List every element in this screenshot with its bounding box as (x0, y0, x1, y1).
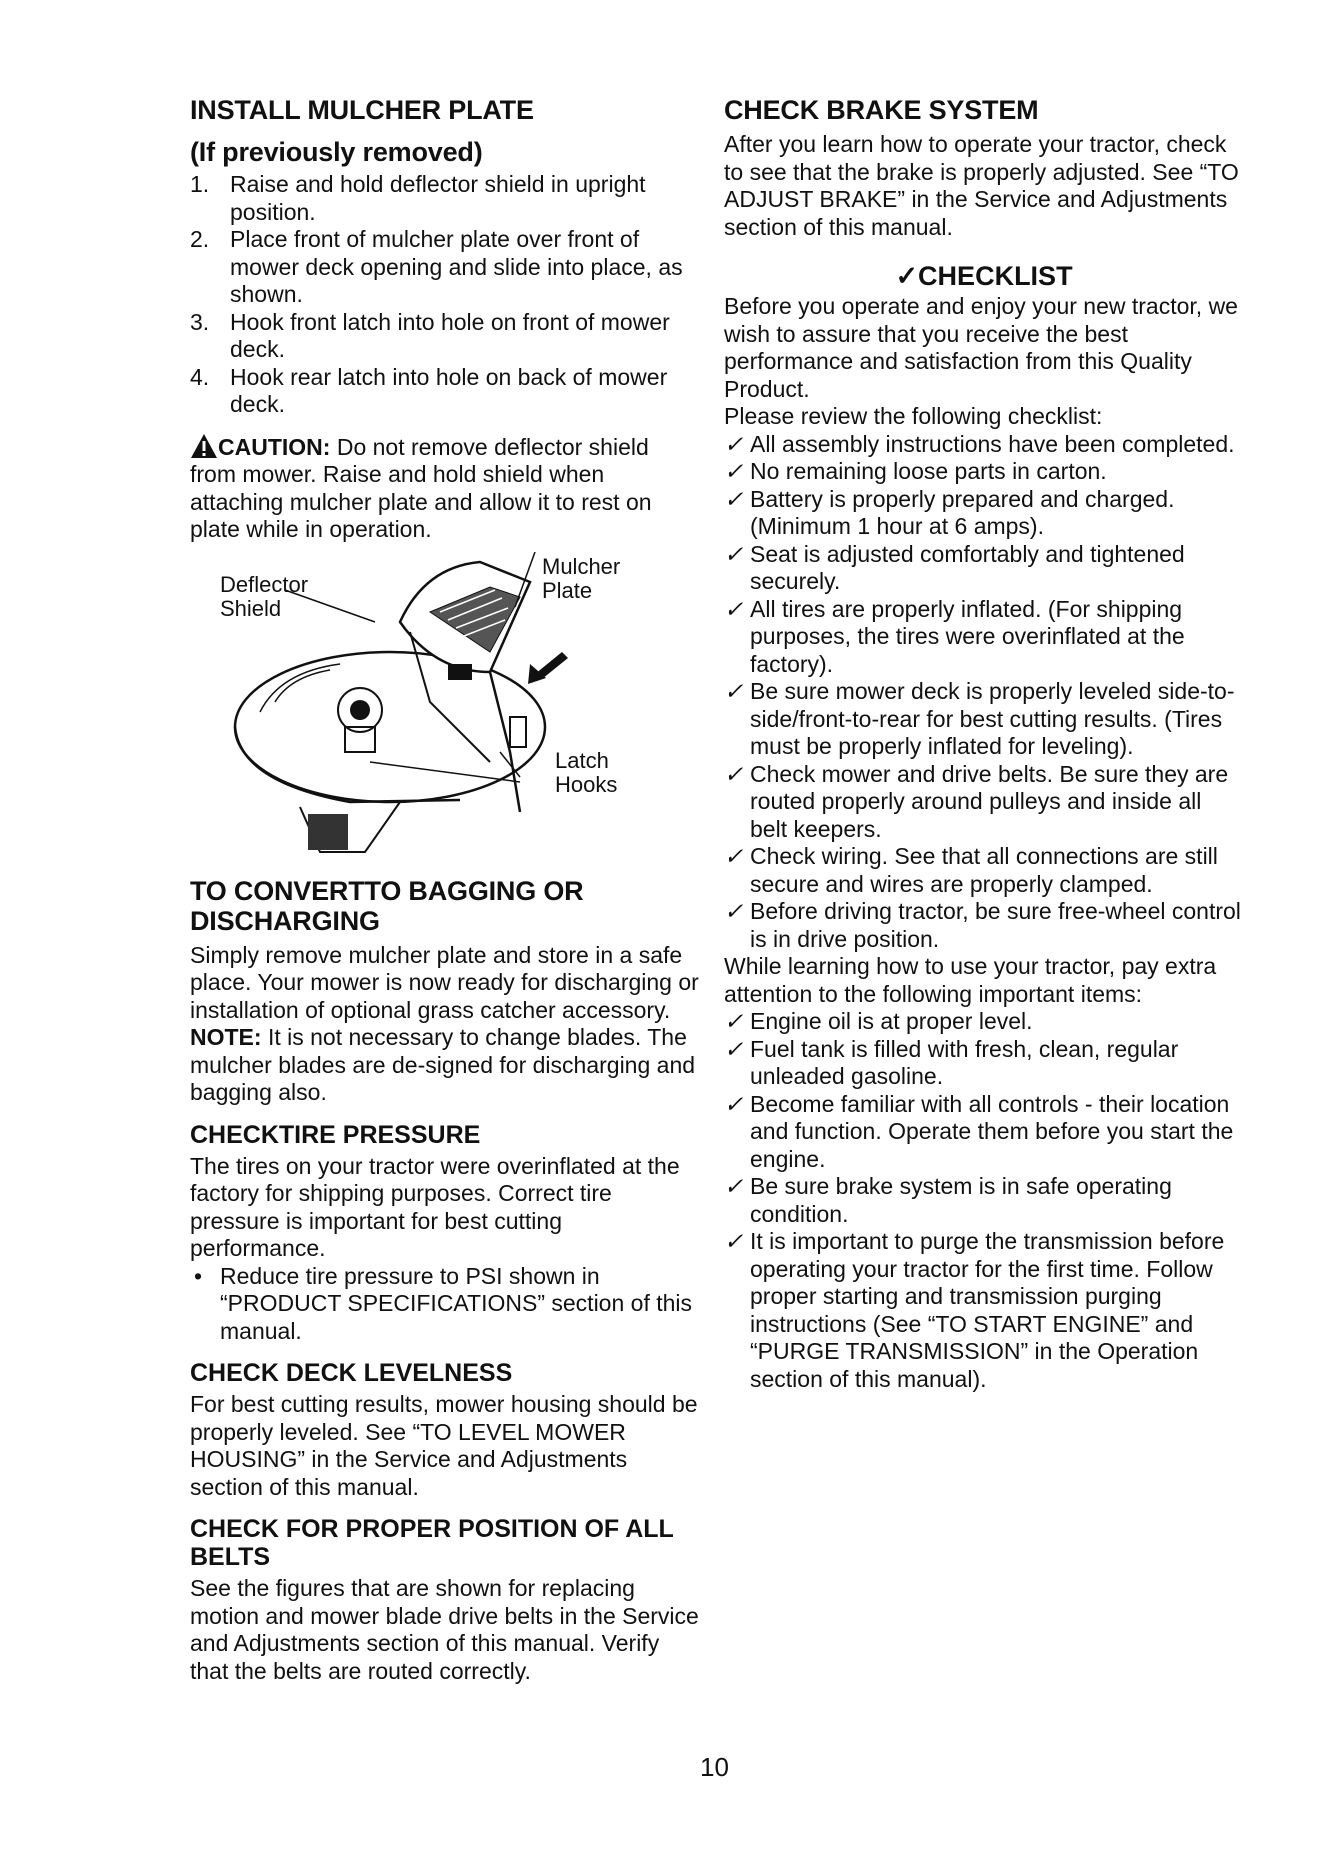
install-heading: INSTALL MULCHER PLATE (190, 95, 534, 125)
list-item: ✓ Check wiring. See that all connections are still secure and wires are properly clamped. (724, 843, 1218, 897)
tire-text: The tires on your tractor were overinflated at the factory for shipping purposes. Correct tire pressure is important for best cutting performance. (190, 1152, 680, 1261)
check-icon: ✓ (724, 760, 744, 787)
list-item: ✓ Engine oil is at proper level. (724, 1008, 1033, 1034)
list-item: ✓ Before driving tractor, be sure free-wheel control is in drive position. (724, 898, 1241, 952)
convert-text: Simply remove mulcher plate and store in a safe place. Your mower is now ready for discharging or installation of optional grass catcher accessory. (190, 941, 699, 1023)
check-icon: ✓ (724, 1173, 744, 1199)
check-icon: ✓ (724, 843, 744, 869)
list-item: 3. Hook front latch into hole on front of mower deck. (190, 308, 670, 362)
list-item: ✓ Be sure mower deck is properly leveled side-to-side/front-to-rear for best cutting results. (Tires must be properly inflated for leveling). (724, 678, 1235, 759)
install-subheading: (If previously removed) (190, 137, 483, 167)
list-item: ✓ Be sure brake system is in safe operating condition. (724, 1173, 1172, 1227)
check-icon: ✓ (724, 898, 744, 924)
list-item: 1. Raise and hold deflector shield in upright position. (190, 171, 646, 225)
list-item: ✓ No remaining loose parts in carton. (724, 458, 1107, 484)
learning-intro: While learning how to use your tractor, pay extra attention to the following important items: (724, 953, 1217, 1007)
latch-label: Latch (555, 747, 609, 773)
page-number: 10 (700, 1752, 729, 1782)
note-label: NOTE: (190, 1024, 262, 1050)
list-item: ✓ All tires are properly inflated. (For shipping purposes, the tires were overinflated at the factory). (724, 595, 1185, 677)
list-item: ✓ It is important to purge the transmission before operating your tractor for the first time. Follow proper starting and transmission purging instructions (See “TO START ENGINE” and “PURGE TRANSMISSION” in the Operation section of this manual). (724, 1228, 1225, 1392)
caution-label: CAUTION: (218, 433, 331, 460)
belts-section (190, 1515, 700, 1685)
list-item: 2. Place front of mulcher plate over front of mower deck opening and slide into place, as shown. (190, 226, 683, 307)
check-icon: ✓ (724, 678, 744, 704)
check-icon: ✓ (724, 485, 744, 512)
check-icon: ✓ (724, 540, 744, 567)
convert-heading: TO CONVERTTO BAGGING OR DISCHARGING (190, 875, 584, 936)
check-icon: ✓ (724, 458, 744, 484)
checklist-review: Please review the following checklist: (724, 403, 1103, 429)
note-paragraph (190, 1024, 700, 1107)
brake-heading: CHECK BRAKE SYSTEM (724, 95, 1039, 125)
left-column (190, 95, 700, 1685)
check-icon: ✓ (724, 430, 744, 457)
caution-note (190, 433, 700, 544)
belts-heading: CHECK FOR PROPER POSITION OF ALL BELTS (190, 1515, 674, 1571)
checklist (724, 431, 1244, 954)
check-icon: ✓ (724, 1090, 744, 1117)
tire-heading: CHECKTIRE PRESSURE (190, 1120, 481, 1149)
tire-section (190, 1121, 700, 1346)
check-icon: ✓ (724, 1228, 744, 1254)
list-item: ✓ All assembly instructions have been completed. (724, 430, 1235, 457)
plate-label: Plate (542, 577, 593, 603)
note-text: It is not necessary to change blades. The mulcher blades are de-signed for discharging and bagging also. (190, 1024, 696, 1105)
check-icon: ✓ (724, 1008, 744, 1034)
list-item: 4. Hook rear latch into hole on back of mower deck. (190, 363, 668, 417)
list-item: ✓ Fuel tank is filled with fresh, clean, regular unleaded gasoline. (724, 1035, 1179, 1089)
check-icon: ✓ (724, 595, 744, 622)
check-icon: ✓ (724, 1035, 744, 1062)
checklist-heading: ✓CHECKLIST (895, 261, 1073, 291)
tire-bullet: • Reduce tire pressure to PSI shown in “PRODUCT SPECIFICATIONS” section of this manual. (190, 1263, 700, 1346)
deck-text: For best cutting results, mower housing should be properly leveled. See “TO LEVEL MOWER HOUSING” in the Service and Adjustments section of this manual. (190, 1391, 698, 1500)
checklist-intro: Before you operate and enjoy your new tractor, we wish to assure that you receive the best performance and satisfaction from this Quality Product. (724, 293, 1238, 402)
belts-text: See the figures that are shown for replacing motion and mower blade drive belts in the Service and Adjustments section of this manual. Verify that the belts are routed correctly. (190, 1575, 699, 1684)
caution-text: Do not remove deflector shield from mower. Raise and hold shield when attaching mulcher plate and allow it to rest on plate while in operation. (190, 433, 652, 542)
list-item: ✓ Battery is properly prepared and charged. (Minimum 1 hour at 6 amps). (724, 485, 1175, 539)
hooks-label: Hooks (555, 771, 618, 797)
deck-section (190, 1359, 700, 1501)
brake-text: After you learn how to operate your tractor, check to see that the brake is properly adjusted. See “TO ADJUST BRAKE” in the Service and Adjustments section of this manual. (724, 131, 1239, 240)
deflector-label: Deflector (220, 571, 309, 597)
list-item: ✓ Check mower and drive belts. Be sure they are routed properly around pulleys and inside all belt keepers. (724, 760, 1229, 842)
install-steps (190, 171, 700, 419)
mulcher-label: Mulcher (542, 553, 621, 579)
list-item: ✓ Seat is adjusted comfortably and tightened securely. (724, 540, 1185, 594)
deck-heading: CHECK DECK LEVELNESS (190, 1359, 513, 1387)
warning-icon (190, 433, 218, 459)
right-column (724, 95, 1244, 1393)
shield-label: Shield (220, 595, 282, 621)
list-item: ✓ Become familiar with all controls - their location and function. Operate them before you start the engine. (724, 1090, 1234, 1172)
learning-list (724, 1008, 1244, 1393)
mulcher-plate-figure (190, 552, 700, 872)
convert-section (190, 876, 700, 1107)
